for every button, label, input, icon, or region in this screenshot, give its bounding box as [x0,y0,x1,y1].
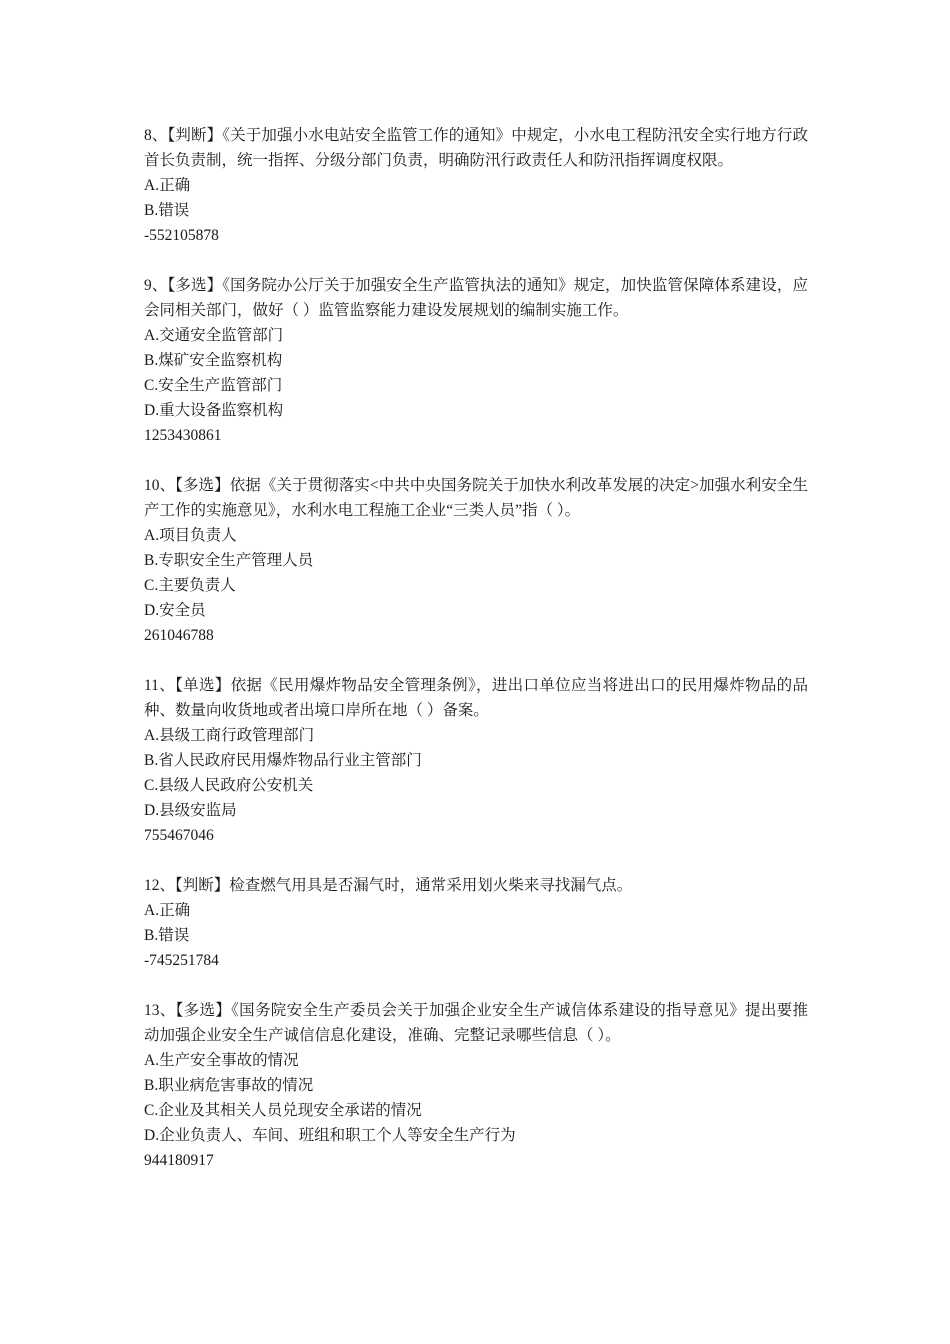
question-code: 261046788 [144,627,214,644]
document-page [144,123,808,1198]
option-b: B.错误 [144,202,190,219]
option-c: C.企业及其相关人员兑现安全承诺的情况 [144,1102,422,1119]
question-10 [144,473,808,648]
option-b: B.煤矿安全监察机构 [144,352,283,369]
option-b: B.专职安全生产管理人员 [144,552,314,569]
option-d: D.安全员 [144,602,206,619]
question-code: -552105878 [144,227,219,244]
option-a: A.项目负责人 [144,527,237,544]
option-a: A.正确 [144,902,191,919]
question-stem: 13、【多选】《国务院安全生产委员会关于加强企业安全生产诚信体系建设的指导意见》提出要推动加强企业安全生产诚信信息化建设，准确、完整记录哪些信息（ ）。 [144,1002,808,1044]
question-stem: 9、【多选】《国务院办公厅关于加强安全生产监管执法的通知》规定，加快监管保障体系建设，应会同相关部门，做好（ ）监管监察能力建设发展规划的编制实施工作。 [144,277,808,319]
option-a: A.交通安全监管部门 [144,327,284,344]
question-stem: 11、【单选】依据《民用爆炸物品安全管理条例》，进出口单位应当将进出口的民用爆炸物品的品种、数量向收货地或者出境口岸所在地（ ）备案。 [144,677,808,719]
question-9 [144,273,808,448]
option-d: D.企业负责人、车间、班组和职工个人等安全生产行为 [144,1127,516,1144]
option-b: B.省人民政府民用爆炸物品行业主管部门 [144,752,422,769]
option-d: D.重大设备监察机构 [144,402,284,419]
option-c: C.主要负责人 [144,577,236,594]
option-c: C.县级人民政府公安机关 [144,777,314,794]
question-code: 1253430861 [144,427,222,444]
option-b: B.错误 [144,927,190,944]
option-b: B.职业病危害事故的情况 [144,1077,314,1094]
question-8 [144,123,808,248]
option-a: A.生产安全事故的情况 [144,1052,299,1069]
question-code: 944180917 [144,1152,214,1169]
question-13 [144,998,808,1173]
question-code: -745251784 [144,952,219,969]
question-12 [144,873,808,973]
question-stem: 12、【判断】检查燃气用具是否漏气时，通常采用划火柴来寻找漏气点。 [144,877,633,894]
question-stem: 8、【判断】《关于加强小水电站安全监管工作的通知》中规定，小水电工程防汛安全实行地方行政首长负责制，统一指挥、分级分部门负责，明确防汛行政责任人和防汛指挥调度权限。 [144,127,808,169]
option-a: A.正确 [144,177,191,194]
question-code: 755467046 [144,827,214,844]
option-a: A.县级工商行政管理部门 [144,727,315,744]
option-d: D.县级安监局 [144,802,237,819]
question-11 [144,673,808,848]
question-stem: 10、【多选】依据《关于贯彻落实<中共中央国务院关于加快水利改革发展的决定>加强水利安全生产工作的实施意见》，水利水电工程施工企业“三类人员”指（ ）。 [144,477,808,519]
option-c: C.安全生产监管部门 [144,377,283,394]
